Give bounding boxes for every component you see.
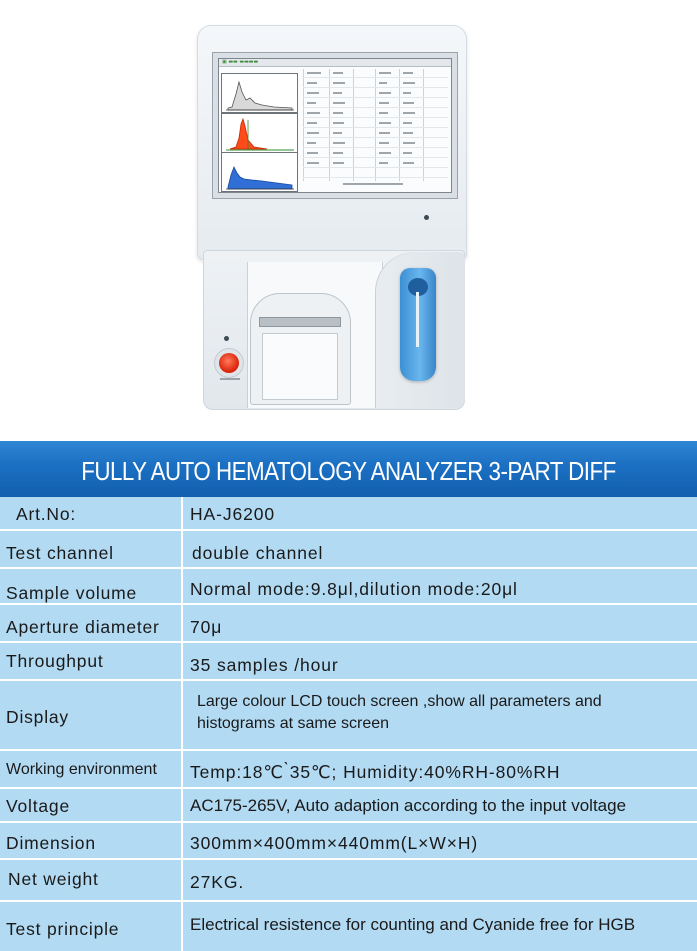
rbc-histogram bbox=[221, 113, 298, 153]
lcd-touch-screen bbox=[218, 58, 452, 193]
spec-label: Voltage bbox=[6, 796, 70, 816]
printer-paper-slot bbox=[259, 317, 341, 327]
spec-row-aperture-diameter bbox=[0, 605, 697, 643]
spec-label: Display bbox=[6, 707, 69, 727]
sampling-probe bbox=[416, 292, 419, 347]
spec-value: HA-J6200 bbox=[190, 504, 276, 524]
spec-label: Test channel bbox=[6, 543, 114, 563]
spec-label: Aperture diameter bbox=[6, 617, 160, 637]
spec-value: 27KG. bbox=[190, 872, 245, 892]
spec-value: double channel bbox=[192, 543, 324, 563]
printer-lid bbox=[262, 333, 338, 400]
wbc-histogram bbox=[221, 73, 298, 113]
screen-title-bar: ▣ ▬▬ ▬▬▬▬ bbox=[219, 59, 451, 67]
spec-row-working-environment bbox=[0, 751, 697, 789]
indicator-led bbox=[424, 215, 429, 220]
screen-parameter-table bbox=[303, 69, 448, 189]
spec-value: Large colour LCD touch screen ,show all parameters and histograms at same screen bbox=[197, 693, 602, 732]
spec-label: Art.No: bbox=[16, 504, 77, 524]
spec-row-net-weight bbox=[0, 860, 697, 902]
spec-value: AC175-265V, Auto adaption according to the input voltage bbox=[190, 796, 627, 815]
spec-row-art-no bbox=[0, 497, 697, 531]
spec-value: Electrical resistence for counting and Cyanide free for HGB bbox=[190, 915, 636, 934]
product-photo bbox=[0, 0, 697, 441]
spec-label: Dimension bbox=[6, 833, 96, 853]
spec-label: Test principle bbox=[6, 919, 120, 939]
power-button bbox=[219, 353, 239, 373]
plt-histogram bbox=[221, 152, 298, 192]
spec-value: Normal mode:9.8μl,dilution mode:20μl bbox=[190, 579, 518, 599]
spec-row-sample-volume bbox=[0, 569, 697, 605]
spec-row-test-channel bbox=[0, 531, 697, 569]
product-title: FULLY AUTO HEMATOLOGY ANALYZER 3-PART DIFF bbox=[81, 456, 616, 486]
spec-label: Sample volume bbox=[6, 583, 138, 603]
spec-label: Working environment bbox=[6, 761, 157, 778]
spec-row-display bbox=[0, 681, 697, 751]
spec-value: 35 samples /hour bbox=[190, 655, 339, 675]
power-led bbox=[224, 336, 229, 341]
spec-label: Throughput bbox=[6, 651, 104, 671]
spec-label: Net weight bbox=[8, 869, 99, 889]
spec-row-throughput bbox=[0, 643, 697, 681]
spec-value: 300mm×400mm×440mm(L×W×H) bbox=[190, 833, 479, 853]
spec-row-test-principle bbox=[0, 902, 697, 951]
spec-value: Temp:18℃ ̀35℃; Humidity:40%RH-80%RH bbox=[190, 762, 561, 782]
spec-row-dimension bbox=[0, 823, 697, 860]
spec-value: 70μ bbox=[190, 617, 223, 637]
spec-table bbox=[0, 497, 697, 951]
power-button-label bbox=[220, 378, 240, 380]
spec-row-voltage bbox=[0, 789, 697, 823]
